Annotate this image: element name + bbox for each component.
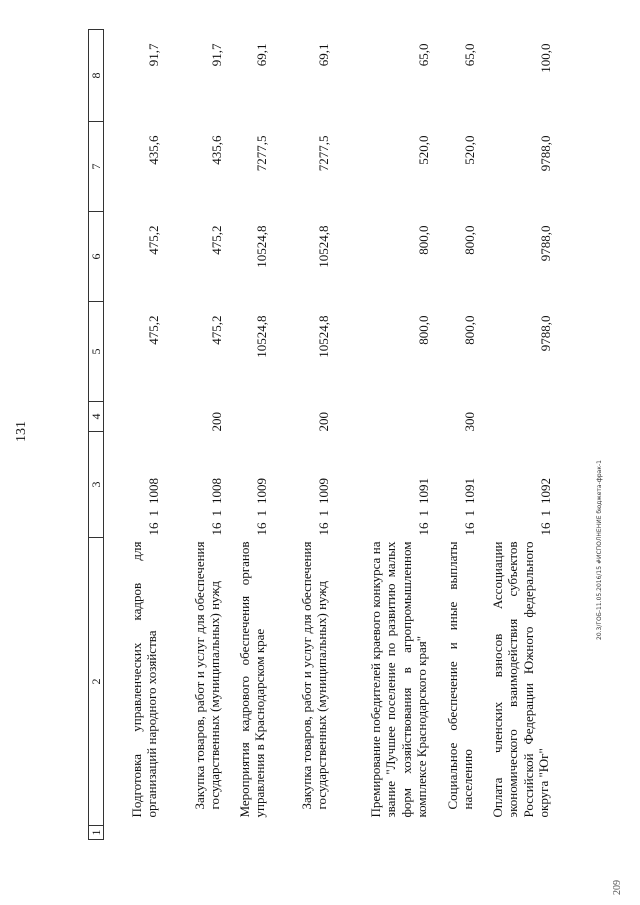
budget-table xyxy=(88,29,554,840)
row-code-d xyxy=(225,402,270,432)
row-code: 1611008 xyxy=(146,478,162,536)
row-name: Мероприятия кадрового обеспечения органов управления в Краснодарском крае xyxy=(236,541,268,818)
row-value-5: 475,2 xyxy=(209,315,225,345)
table-row xyxy=(332,30,432,840)
row-code-d xyxy=(478,402,554,432)
row-value-6: 10524,8 xyxy=(254,225,270,268)
row-name: Подготовка управленческих кадров для организаций народного хозяйства xyxy=(128,541,160,818)
row-code: 1611008 xyxy=(209,478,225,536)
row-value-6: 10524,8 xyxy=(316,225,332,268)
row-code-d: 200 xyxy=(316,412,332,432)
row-code: 1611091 xyxy=(462,478,478,536)
row-value-7: 520,0 xyxy=(462,135,478,165)
table-row xyxy=(478,30,554,840)
header-cell: 4 xyxy=(89,402,104,432)
row-value-5: 475,2 xyxy=(146,315,162,345)
rotated-table-wrapper xyxy=(88,30,554,840)
row-value-8: 69,1 xyxy=(254,43,270,67)
header-cell: 3 xyxy=(89,432,104,538)
row-value-6: 9788,0 xyxy=(538,225,554,262)
row-value-8: 65,0 xyxy=(462,43,478,67)
row-code: 1611009 xyxy=(254,478,270,536)
row-value-5: 800,0 xyxy=(416,315,432,345)
header-cell: 2 xyxy=(89,538,104,826)
row-name: Социальное обеспечение и иные выплаты населению xyxy=(444,541,476,810)
row-code: 1611092 xyxy=(538,478,554,536)
row-value-7: 9788,0 xyxy=(538,135,554,172)
row-code-d: 200 xyxy=(209,412,225,432)
row-code-d: 300 xyxy=(462,412,478,432)
row-name: Оплата членских взносов Ассоциации экономического взаимодействия субъектов Российской Федерации Южного федерального округа "Юг" xyxy=(489,541,552,818)
header-cell: 5 xyxy=(89,302,104,402)
row-name: Закупка товаров, работ и услуг для обеспечения государственных (муниципальных) нужд xyxy=(298,541,330,810)
row-value-8: 91,7 xyxy=(209,43,225,67)
page-number: 131 xyxy=(14,421,29,442)
table-row xyxy=(432,30,478,840)
corner-mark: 209 xyxy=(612,880,623,895)
row-value-5: 800,0 xyxy=(462,315,478,345)
table-row xyxy=(225,30,270,840)
header-cell: 1 xyxy=(89,826,104,840)
row-value-8: 91,7 xyxy=(146,43,162,67)
table-row xyxy=(270,30,332,840)
row-value-6: 475,2 xyxy=(209,225,225,255)
table-row xyxy=(162,30,225,840)
row-code-d xyxy=(104,402,162,432)
header-cell: 8 xyxy=(89,30,104,122)
row-value-7: 435,6 xyxy=(146,135,162,165)
row-value-8: 65,0 xyxy=(416,43,432,67)
footer-stamp: 20.3/ГОБ-11.05.2016/15 #ИСПОЛНЕНИЕ бюджета-фрак-1 xyxy=(596,460,603,640)
row-value-6: 800,0 xyxy=(416,225,432,255)
row-name: Премирование победителей краевого конкурса на звание "Лучшее поселение по развитию малых форм хозяйствования в агропромышленном комплексе Краснодарского края" xyxy=(367,541,430,818)
row-value-7: 435,6 xyxy=(209,135,225,165)
row-value-7: 7277,5 xyxy=(254,135,270,172)
header-cell: 6 xyxy=(89,212,104,302)
table-row xyxy=(104,30,162,840)
row-value-5: 10524,8 xyxy=(254,315,270,358)
row-value-7: 7277,5 xyxy=(316,135,332,172)
row-value-8: 100,0 xyxy=(538,43,554,73)
row-value-6: 800,0 xyxy=(462,225,478,255)
row-value-5: 9788,0 xyxy=(538,315,554,352)
row-value-5: 10524,8 xyxy=(316,315,332,358)
row-code: 1611009 xyxy=(316,478,332,536)
row-code: 1611091 xyxy=(416,478,432,536)
row-value-7: 520,0 xyxy=(416,135,432,165)
row-code-d xyxy=(332,402,432,432)
row-value-8: 69,1 xyxy=(316,43,332,67)
row-name: Закупка товаров, работ и услуг для обеспечения государственных (муниципальных) нужд xyxy=(191,541,223,810)
table-header-row xyxy=(89,30,104,840)
header-cell: 7 xyxy=(89,122,104,212)
row-value-6: 475,2 xyxy=(146,225,162,255)
